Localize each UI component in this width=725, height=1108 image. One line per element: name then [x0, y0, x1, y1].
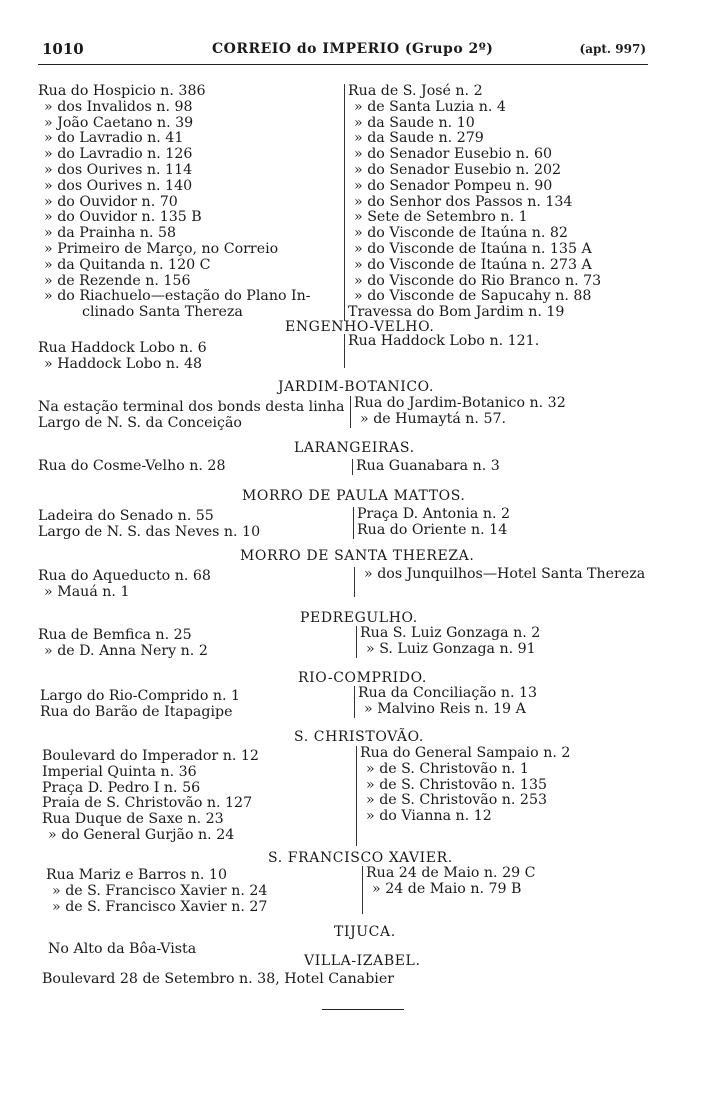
list-item: Rua 24 de Maio n. 29 C [366, 865, 536, 881]
list-item: » do Visconde de Itaúna n. 273 A [354, 256, 592, 273]
section-title-morro-paula-mattos: MORRO DE PAULA MATTOS. [242, 488, 466, 504]
list-item: clinado Santa Thereza [82, 304, 243, 321]
list-item: » dos Junquilhos—Hotel Santa Thereza [364, 566, 646, 582]
pedregulho-right-column [356, 626, 540, 658]
list-item: » dos Ourives n. 140 [44, 177, 193, 194]
list-item: Na estação terminal dos bonds desta linha [38, 399, 345, 415]
s-christovao-right-column [356, 746, 570, 846]
list-item: Largo de N. S. das Neves n. 10 [38, 523, 261, 540]
list-item: » do Ouvidor n. 70 [44, 193, 178, 210]
header-rule [38, 64, 648, 65]
s-francisco-xavier-right-column [362, 866, 536, 914]
list-item: Rua do Jardim-Botanico n. 32 [354, 395, 566, 411]
engenho-velho-left-column [38, 341, 207, 373]
morro-santa-thereza-left-column [38, 569, 211, 601]
s-christovao-left-column [42, 749, 259, 844]
section-title-villa-izabel: VILLA-IZABEL. [304, 953, 421, 969]
list-item: No Alto da Bôa-Vista [48, 941, 197, 957]
list-item: » 24 de Maio n. 79 B [372, 880, 522, 897]
list-item: Rua do Cosme-Velho n. 28 [38, 458, 226, 474]
list-item: » S. Luiz Gonzaga n. 91 [366, 640, 536, 657]
list-item: » dos Invalidos n. 98 [44, 98, 193, 115]
list-item: Rua do General Sampaio n. 2 [360, 745, 571, 761]
villa-izabel-left-column [42, 972, 394, 988]
list-item: » de S. Christovão n. 1 [366, 760, 529, 777]
list-item: » Sete de Setembro n. 1 [354, 209, 528, 226]
list-item: » de Santa Luzia n. 4 [354, 98, 506, 115]
list-item: Boulevard 28 de Setembro n. 38, Hotel Canabier [42, 971, 395, 987]
list-item: Travessa do Bom Jardim n. 19 [348, 304, 565, 321]
list-item: » dos Ourives n. 114 [44, 161, 193, 178]
list-item: Imperial Quinta n. 36 [42, 763, 197, 780]
jardim-botanico-left-column [38, 400, 344, 432]
list-item: » do Senador Eusebio n. 60 [354, 146, 553, 163]
list-item: Praça D. Pedro I n. 56 [42, 779, 201, 796]
list-item: » Primeiro de Março, no Correio [44, 240, 279, 257]
list-item: Largo do Rio-Comprido n. 1 [40, 688, 241, 704]
list-item: Rua do Hospicio n. 386 [38, 83, 206, 99]
list-item: » Haddock Lobo n. 48 [44, 355, 203, 372]
list-item: Boulevard do Imperador n. 12 [42, 748, 259, 764]
list-item: Praia de S. Christovão n. 127 [42, 795, 253, 812]
list-item: » de S. Francisco Xavier n. 27 [52, 898, 268, 915]
list-item: Rua Haddock Lobo n. 6 [38, 340, 207, 356]
tijuca-left-column [48, 942, 196, 958]
list-item: » do Visconde de Itaúna n. 135 A [354, 240, 592, 257]
page-number: 1010 [42, 40, 84, 58]
list-item: Rua S. Luiz Gonzaga n. 2 [360, 625, 541, 641]
list-item: » do General Gurjão n. 24 [48, 826, 235, 843]
list-item: Rua Guanabara n. 3 [356, 458, 500, 474]
list-item: Rua Duque de Saxe n. 23 [42, 811, 224, 828]
section-title-pedregulho: PEDREGULHO. [300, 610, 418, 626]
section-title-engenho-velho: ENGENHO-VELHO. [285, 319, 435, 335]
list-item: » da Prainha n. 58 [44, 225, 177, 242]
end-rule [322, 1009, 404, 1010]
jardim-botanico-right-column [350, 396, 566, 428]
list-item: » do Lavradio n. 126 [44, 146, 193, 163]
list-item: » do Ouvidor n. 135 B [44, 209, 202, 226]
list-item: Ladeira do Senado n. 55 [38, 508, 214, 524]
list-item: Rua de Bemfica n. 25 [38, 627, 192, 643]
list-item: » de Rezende n. 156 [44, 272, 191, 289]
page-header [42, 40, 646, 62]
morro-santa-thereza-right-column [354, 567, 645, 597]
list-item: » da Saude n. 279 [354, 130, 484, 147]
list-item: » do Riachuelo—estação do Plano In- [44, 288, 311, 305]
centro-right-column [344, 84, 601, 321]
section-title-jardim-botanico: JARDIM-BOTANICO. [278, 379, 434, 395]
list-item: Rua de S. José n. 2 [348, 83, 483, 99]
section-title-larangeiras: LARANGEIRAS. [294, 440, 415, 456]
list-item: » do Lavradio n. 41 [44, 130, 184, 147]
morro-paula-mattos-right-column [353, 507, 510, 539]
list-item: » do Visconde de Sapucahy n. 88 [354, 288, 592, 305]
list-item: » de S. Christovão n. 135 [366, 776, 548, 793]
list-item: » do Vianna n. 12 [366, 808, 492, 825]
larangeiras-left-column [38, 459, 225, 475]
list-item: Rua do Oriente n. 14 [357, 521, 508, 538]
list-item: » do Visconde de Itaúna n. 82 [354, 225, 568, 242]
rio-comprido-right-column [354, 686, 537, 718]
list-item: » da Quitanda n. 120 C [44, 256, 211, 273]
s-francisco-xavier-left-column [46, 868, 267, 915]
list-item: Rua do Barão de Itapagipe [40, 703, 233, 720]
list-item: Rua do Aqueducto n. 68 [38, 568, 211, 584]
list-item: » da Saude n. 10 [354, 114, 475, 131]
list-item: » do Senhor dos Passos n. 134 [354, 193, 573, 210]
page-reference: (apt. 997) [579, 42, 646, 56]
list-item: » de S. Christovão n. 253 [366, 792, 548, 809]
list-item: » de D. Anna Nery n. 2 [44, 642, 208, 659]
list-item: Rua da Conciliação n. 13 [358, 685, 538, 701]
list-item: Rua Mariz e Barros n. 10 [46, 867, 227, 883]
pedregulho-left-column [38, 628, 208, 660]
rio-comprido-left-column [40, 689, 240, 721]
list-item: » do Visconde do Rio Branco n. 73 [354, 272, 602, 289]
section-title-s-christovao: S. CHRISTOVÃO. [294, 729, 424, 745]
list-item: » de S. Francisco Xavier n. 24 [52, 882, 268, 899]
list-item: » Mauá n. 1 [44, 583, 130, 600]
section-title-s-francisco-xavier: S. FRANCISCO XAVIER. [268, 850, 453, 866]
section-title-morro-santa-thereza: MORRO DE SANTA THEREZA. [240, 548, 475, 564]
list-item: » João Caetano n. 39 [44, 114, 194, 131]
list-item: » do Senador Pompeu n. 90 [354, 177, 553, 194]
section-title-tijuca: TIJUCA. [334, 924, 396, 940]
larangeiras-right-column [352, 459, 500, 475]
list-item: » de Humaytá n. 57. [360, 410, 507, 427]
page-title: CORREIO do IMPERIO (Grupo 2º) [212, 41, 494, 57]
list-item: Rua Haddock Lobo n. 121. [348, 333, 540, 349]
engenho-velho-right-column [344, 334, 539, 368]
morro-paula-mattos-left-column [38, 509, 260, 541]
list-item: » Malvino Reis n. 19 A [364, 700, 526, 717]
list-item: Praça D. Antonia n. 2 [357, 506, 511, 522]
centro-left-column [38, 84, 311, 321]
list-item: Largo de N. S. da Conceição [38, 414, 242, 431]
section-title-rio-comprido: RIO-COMPRIDO. [298, 670, 427, 686]
list-item: » do Senador Eusebio n. 202 [354, 161, 562, 178]
